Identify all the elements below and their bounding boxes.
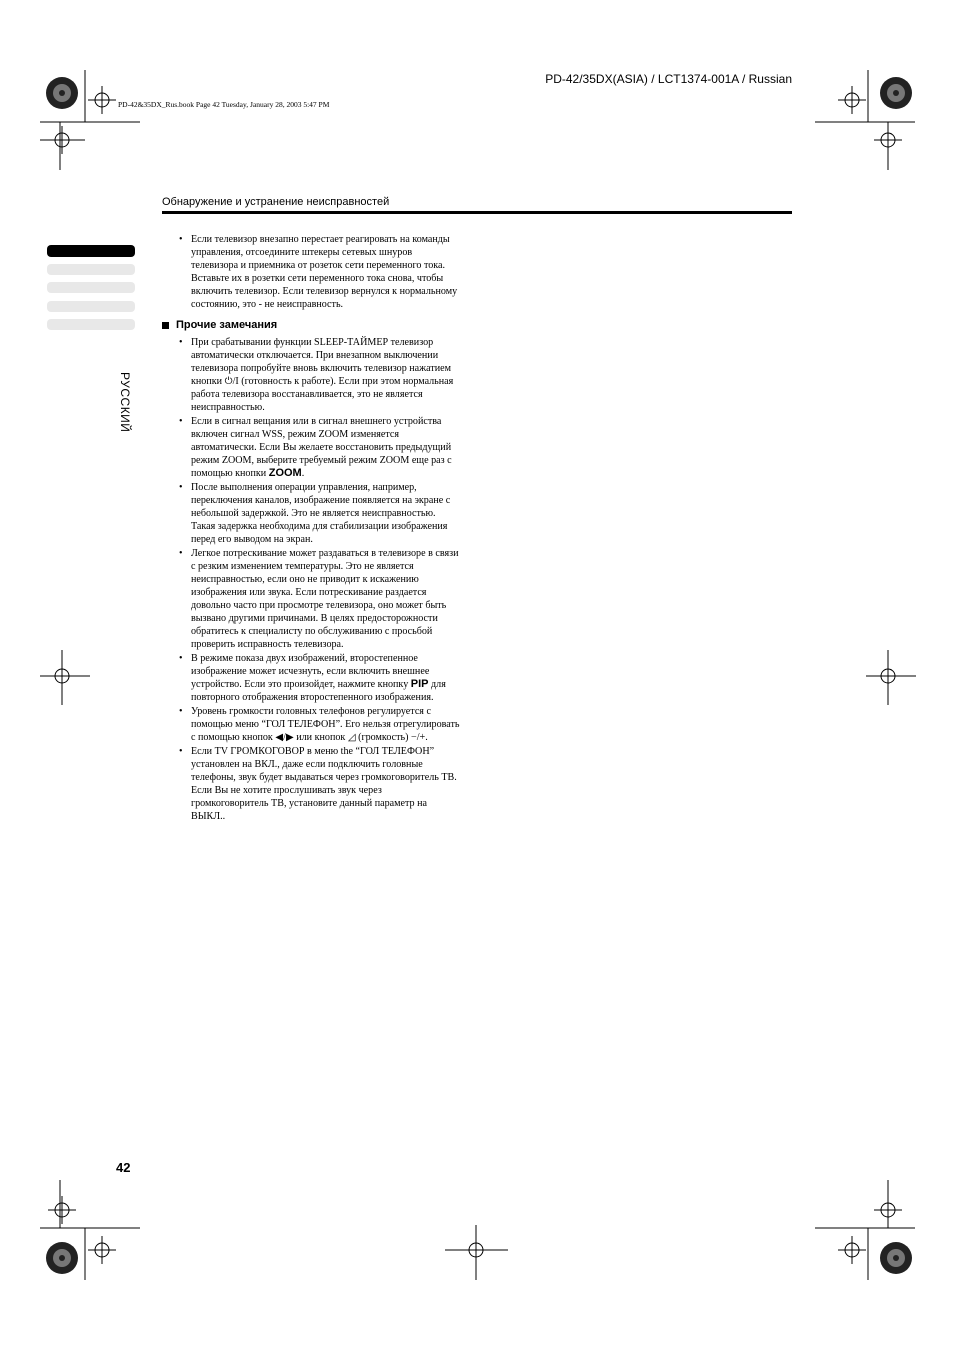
intro-list — [162, 233, 460, 311]
item-text: При срабатывании функции SLEEP-ТАЙМЕР телевизор автоматически отключается. При внезапном выключении телевизора попробуйте вновь включить телевизор нажатием кнопки — [191, 337, 452, 387]
side-tab — [47, 282, 135, 293]
item-text: (громкость) — [355, 732, 411, 743]
bullet: • — [179, 706, 183, 717]
header-rule — [162, 211, 792, 214]
side-tab — [47, 264, 135, 275]
item-text: . — [425, 732, 428, 743]
item-text: или кнопок — [293, 732, 348, 743]
list-item — [162, 652, 460, 704]
list-item — [162, 233, 460, 311]
list-item — [162, 705, 460, 744]
pip-key-label: PIP — [410, 678, 429, 690]
side-tab-active — [47, 245, 135, 257]
page-number: 42 — [116, 1160, 131, 1175]
item-text: . — [301, 468, 305, 479]
side-tab — [47, 319, 135, 330]
bullet: • — [179, 746, 183, 757]
square-bullet-icon — [162, 322, 169, 329]
bullet: • — [179, 234, 183, 245]
bullet: • — [179, 548, 183, 559]
zoom-key-label: ZOOM — [268, 467, 302, 479]
item-text: Уровень громкости головных телефонов регулируется с помощью меню “ГОЛ ТЕЛЕФОН”. Его нельзя отрегулировать с помощью кнопок — [191, 706, 460, 743]
language-label: РУССКИЙ — [118, 372, 132, 433]
subheading — [162, 319, 460, 332]
minus-plus-icon: −/+ — [411, 732, 426, 743]
item-text: Если в сигнал вещания или в сигнал внешнего устройства включен сигнал WSS, режим ZOOM изменяется автоматически. Если Вы желаете восстановить предыдущий режим ZOOM, выберите требуемый режим ZOOM еще раз с помощью кнопки — [191, 416, 452, 479]
item-text: В режиме показа двух изображений, второстепенное изображение может исчезнуть, если включить внешнее устройство. Если это произойдет, нажмите кнопку — [191, 653, 430, 690]
item-text: для повторного отображения второстепенного изображения. — [191, 679, 446, 703]
subheading-text: Прочие замечания — [176, 319, 278, 331]
list-item — [162, 547, 460, 651]
bullet: • — [179, 653, 183, 664]
list-item — [162, 481, 460, 546]
item-text: Легкое потрескивание может раздаваться в телевизоре в связи с резким изменением температуры. Это не является неисправностью, если оно не приводит к искажению изображения или звука. Если потрескивание раздается довольно часто при просмотре телевизора, оно может быть вызвано другими причинами. В целях предосторожности обратитесь к специалисту по обслуживанию с просьбой проверить исправность телевизора. — [191, 548, 459, 650]
bullet: • — [179, 482, 183, 493]
volume-icon: ◿ — [347, 732, 356, 743]
book-line: PD-42&35DX_Rus.book Page 42 Tuesday, January 28, 2003 5:47 PM — [118, 100, 330, 109]
list-item — [162, 336, 460, 414]
main-content — [162, 233, 460, 824]
item-text: (готовность к работе). Если при этом нормальная работа телевизора восстанавливается, это не является неисправностью. — [191, 376, 454, 413]
item-text: Если телевизор внезапно перестает реагировать на команды управления, отсоедините штекеры сетевых шнуров телевизора и приемника от розеток сети переменного тока. Вставьте их в розетки сети переменного тока снова, чтобы включить телевизор. Если телевизор вернулся к нормальному состоянию, это - не неисправность. — [191, 234, 458, 310]
section-title: Обнаружение и устранение неисправностей — [162, 196, 390, 208]
item-text: Если TV ГРОМКОГОВОР в меню the “ГОЛ ТЕЛЕФОН” установлен на ВКЛ., даже если подключить головные телефоны, звук будет выдаваться через громкоговоритель ТВ. Если Вы не хотите прослушивать звук через громкоговоритель ТВ, установите данный параметр на ВЫКЛ.. — [191, 746, 457, 822]
notes-list — [162, 336, 460, 823]
power-icon: ⏻/I — [224, 376, 239, 387]
model-line: PD-42/35DX(ASIA) / LCT1374-001A / Russian — [545, 72, 792, 86]
list-item — [162, 745, 460, 823]
side-tab — [47, 301, 135, 312]
left-right-arrows-icon: ◀/▶ — [275, 732, 294, 743]
bullet: • — [179, 337, 183, 348]
list-item — [162, 415, 460, 480]
bullet: • — [179, 416, 183, 427]
item-text: После выполнения операции управления, например, переключения каналов, изображение появляется на экране с небольшой задержкой. Это не является неисправностью. Такая задержка необходима для стабилизации изображения перед его выводом на экран. — [191, 482, 451, 545]
